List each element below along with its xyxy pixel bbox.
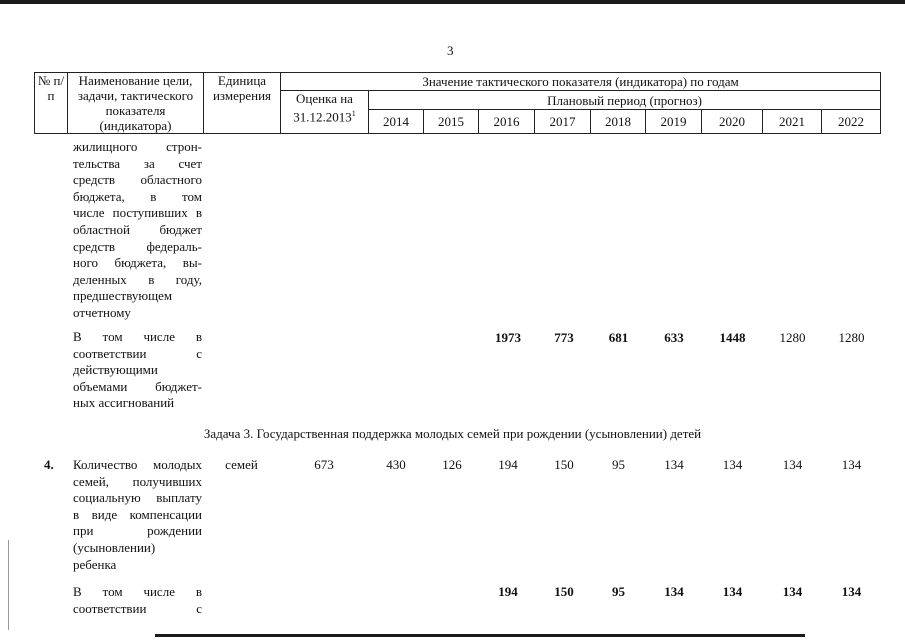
header-year: 2021 (763, 110, 822, 134)
row-including-label-2: В том числе в соответствии с (73, 584, 202, 616)
value-2016: 194 (498, 457, 518, 472)
header-year: 2020 (702, 110, 763, 134)
value-2017: 150 (554, 584, 574, 599)
value-2014: 430 (386, 457, 406, 472)
value-2021: 134 (782, 584, 803, 599)
value-2019: 134 (664, 584, 684, 599)
value-2016: 1973 (495, 330, 521, 345)
row-including-budget-label: В том числе в соответствии с действующими объемами бюджет- ных ассигнований (73, 329, 202, 411)
row-number: 4. (44, 457, 54, 472)
value-2020: 134 (722, 584, 743, 599)
continued-indicator-name: жилищного строн- тельства за счет средств областного бюджета, в том числе поступивших в областной бюджет средств федераль- ного бюджета, вы- деленных в году, предшествующем отчетному (73, 139, 202, 320)
header-col-unit: Единица измерения (204, 73, 281, 134)
bottom-border-line (155, 634, 805, 637)
header-year: 2018 (591, 110, 646, 134)
value-2018: 95 (612, 457, 625, 472)
row-4-indicator-name: Количество молодых семей, получивших социальную выплату в виде компенсации при рождении (усыновлении) ребенка (73, 457, 202, 572)
header-year: 2014 (369, 110, 424, 134)
table-header (34, 72, 881, 134)
task-3-heading: Задача 3. Государственная поддержка молодых семей при рождении (усыновлении) детей (203, 426, 702, 441)
page-number: 3 (447, 43, 454, 58)
value-2017: 150 (554, 457, 574, 472)
scan-margin-mark (8, 540, 9, 630)
header-col-number: № п/п (35, 73, 68, 134)
value-estimate-2013: 673 (314, 457, 334, 472)
value-2019: 134 (664, 457, 684, 472)
header-year: 2022 (822, 110, 881, 134)
value-2015: 126 (442, 457, 462, 472)
top-border-line (0, 0, 905, 4)
value-2021: 1280 (779, 330, 806, 345)
header-col-estimate: Оценка на 31.12.2013$^1$ (281, 91, 369, 134)
value-2020: 134 (722, 457, 743, 472)
row-4-unit: семей (225, 457, 258, 472)
value-2022: 134 (841, 457, 862, 472)
value-2018: 681 (608, 330, 629, 345)
value-2022: 1280 (838, 330, 865, 345)
value-2018: 95 (612, 584, 625, 599)
value-2017: 773 (554, 330, 574, 345)
header-col-name: Наименование цели, задачи, тактического показателя (индикатора) (68, 73, 204, 134)
header-planned-period: Плановый период (прогноз) (369, 91, 881, 110)
value-2019: 633 (664, 330, 684, 345)
header-col-values-title: Значение тактического показателя (индикатора) по годам (281, 73, 881, 91)
value-2022: 134 (841, 584, 862, 599)
value-2021: 134 (782, 457, 803, 472)
value-2016: 194 (498, 584, 518, 599)
header-year: 2016 (479, 110, 535, 134)
header-year: 2019 (646, 110, 702, 134)
header-year: 2017 (535, 110, 591, 134)
header-year: 2015 (424, 110, 479, 134)
value-2020: 1448 (719, 330, 746, 345)
